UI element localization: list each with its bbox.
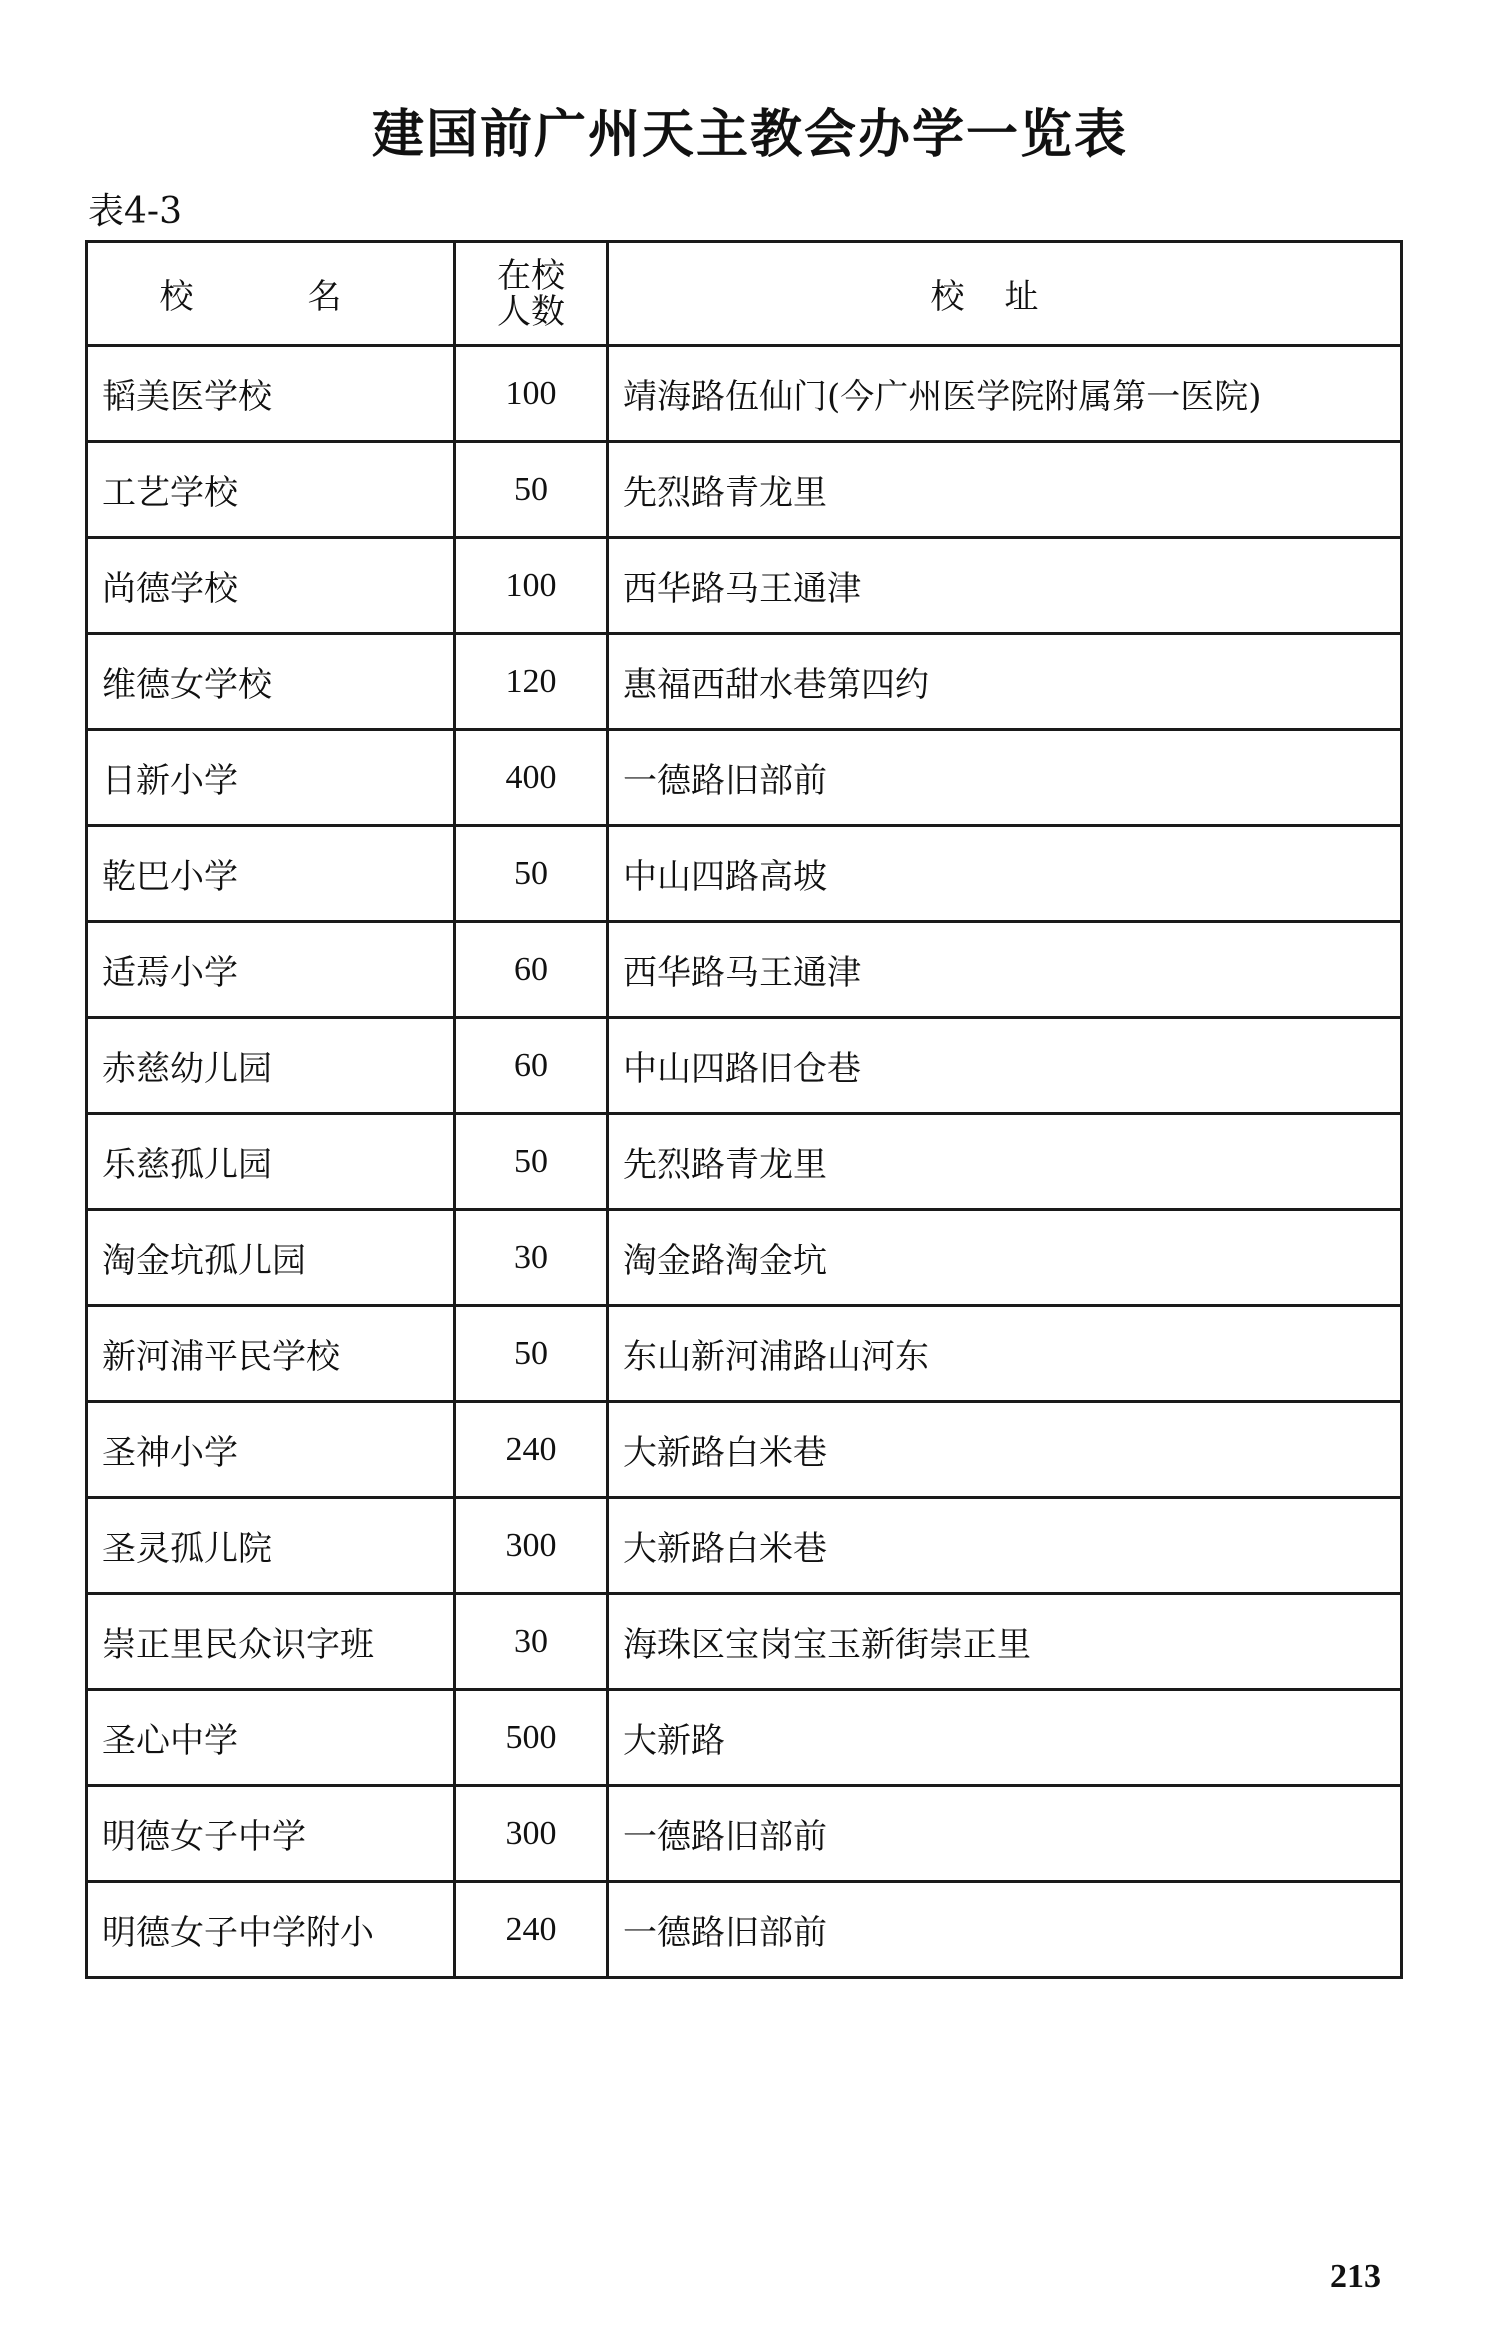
enrollment-cell: 30 [455,1210,608,1306]
school-name-cell: 韬美医学校 [87,346,455,442]
address-cell: 靖海路伍仙门(今广州医学院附属第一医院) [608,346,1402,442]
table-row [87,442,1402,538]
enrollment-cell: 100 [455,538,608,634]
header-row [87,242,1402,346]
school-name-cell: 乾巴小学 [87,826,455,922]
school-name-cell: 崇正里民众识字班 [87,1594,455,1690]
table-row [87,1306,1402,1402]
address-cell: 一德路旧部前 [608,730,1402,826]
table-row [87,1498,1402,1594]
enrollment-cell: 60 [455,1018,608,1114]
school-name-cell: 乐慈孤儿园 [87,1114,455,1210]
enrollment-cell: 30 [455,1594,608,1690]
table-row [87,634,1402,730]
enrollment-cell: 240 [455,1882,608,1978]
address-cell: 中山四路高坡 [608,826,1402,922]
table-label: 表4-3 [88,191,182,232]
table-row [87,826,1402,922]
school-name-cell: 圣灵孤儿院 [87,1498,455,1594]
school-name-cell: 明德女子中学附小 [87,1882,455,1978]
header-enrollment [455,242,608,346]
address-cell: 一德路旧部前 [608,1786,1402,1882]
address-cell: 东山新河浦路山河东 [608,1306,1402,1402]
enrollment-cell: 60 [455,922,608,1018]
enrollment-cell: 300 [455,1498,608,1594]
table-row [87,1690,1402,1786]
school-name-cell: 圣心中学 [87,1690,455,1786]
header-enrollment-line2: 人数 [497,291,565,332]
enrollment-cell: 300 [455,1786,608,1882]
header-enrollment-line1: 在校 [497,255,565,296]
school-name-cell: 适焉小学 [87,922,455,1018]
enrollment-cell: 50 [455,1306,608,1402]
table-row [87,1402,1402,1498]
school-name-cell: 工艺学校 [87,442,455,538]
table-row [87,1786,1402,1882]
table-row [87,1018,1402,1114]
address-cell: 大新路白米巷 [608,1402,1402,1498]
enrollment-cell: 240 [455,1402,608,1498]
school-name-cell: 赤慈幼儿园 [87,1018,455,1114]
address-cell: 西华路马王通津 [608,538,1402,634]
page-number: 213 [1330,2258,1381,2295]
enrollment-cell: 100 [455,346,608,442]
school-name-cell: 尚德学校 [87,538,455,634]
school-name-cell: 日新小学 [87,730,455,826]
table-row [87,730,1402,826]
table-row [87,538,1402,634]
school-name-cell: 圣神小学 [87,1402,455,1498]
schools-table [85,240,1403,1979]
address-cell: 大新路 [608,1690,1402,1786]
table-row [87,1882,1402,1978]
address-cell: 惠福西甜水巷第四约 [608,634,1402,730]
header-address: 校址 [608,242,1402,346]
school-name-cell: 淘金坑孤儿园 [87,1210,455,1306]
enrollment-cell: 120 [455,634,608,730]
enrollment-cell: 500 [455,1690,608,1786]
enrollment-cell: 50 [455,1114,608,1210]
enrollment-cell: 50 [455,442,608,538]
school-name-cell: 明德女子中学 [87,1786,455,1882]
address-cell: 先烈路青龙里 [608,442,1402,538]
table-row [87,922,1402,1018]
address-cell: 大新路白米巷 [608,1498,1402,1594]
address-cell: 一德路旧部前 [608,1882,1402,1978]
address-cell: 海珠区宝岗宝玉新街崇正里 [608,1594,1402,1690]
table-row [87,1210,1402,1306]
page-title: 建国前广州天主教会办学一览表 [371,105,1128,165]
school-name-cell: 维德女学校 [87,634,455,730]
school-name-cell: 新河浦平民学校 [87,1306,455,1402]
enrollment-cell: 400 [455,730,608,826]
enrollment-cell: 50 [455,826,608,922]
address-cell: 先烈路青龙里 [608,1114,1402,1210]
table-row [87,346,1402,442]
table-row [87,1114,1402,1210]
address-cell: 中山四路旧仓巷 [608,1018,1402,1114]
header-school-name: 校 名 [87,242,455,346]
address-cell: 淘金路淘金坑 [608,1210,1402,1306]
table-row [87,1594,1402,1690]
address-cell: 西华路马王通津 [608,922,1402,1018]
